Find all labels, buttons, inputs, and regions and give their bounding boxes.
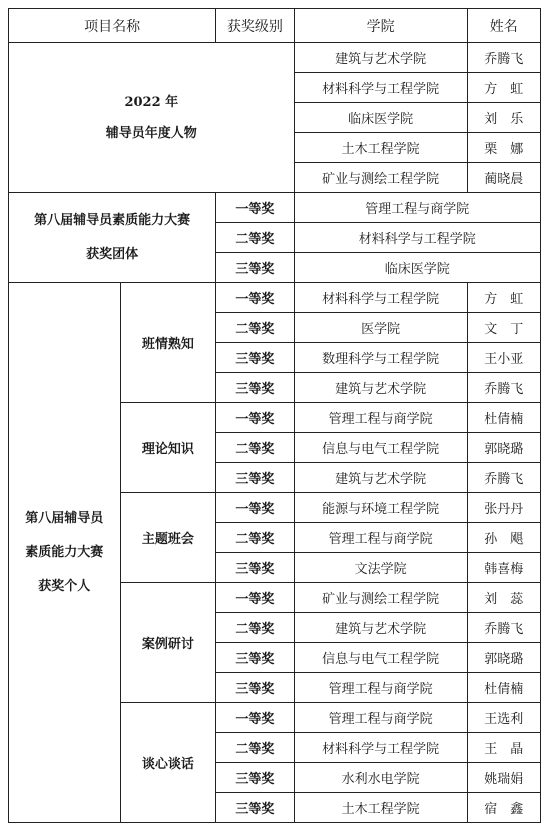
college-cell: 医学院 xyxy=(294,313,467,343)
annual-section-label xyxy=(9,43,295,193)
header-name: 姓名 xyxy=(467,9,540,43)
individual-title-line1: 第八届辅导员 xyxy=(25,510,104,526)
college-cell: 临床医学院 xyxy=(294,253,540,283)
name-cell: 王 晶 xyxy=(467,733,540,763)
level-cell: 一等奖 xyxy=(216,403,294,433)
name-cell: 刘 乐 xyxy=(467,103,540,133)
annual-title-line1: 2022 年 xyxy=(124,94,179,110)
college-cell: 信息与电气工程学院 xyxy=(294,643,467,673)
college-cell: 能源与环境工程学院 xyxy=(294,493,467,523)
college-cell: 信息与电气工程学院 xyxy=(294,433,467,463)
college-cell: 建筑与艺术学院 xyxy=(294,43,467,73)
college-cell: 管理工程与商学院 xyxy=(294,403,467,433)
college-cell: 管理工程与商学院 xyxy=(294,193,540,223)
level-cell: 一等奖 xyxy=(216,493,294,523)
college-cell: 建筑与艺术学院 xyxy=(294,463,467,493)
college-cell: 水利水电学院 xyxy=(294,763,467,793)
name-cell: 郭晓璐 xyxy=(467,643,540,673)
name-cell: 王选利 xyxy=(467,703,540,733)
college-cell: 管理工程与商学院 xyxy=(294,703,467,733)
level-cell: 二等奖 xyxy=(216,313,294,343)
name-cell: 王小亚 xyxy=(467,343,540,373)
table-row xyxy=(9,193,541,223)
name-cell: 杜倩楠 xyxy=(467,673,540,703)
college-cell: 矿业与测绘工程学院 xyxy=(294,163,467,193)
college-cell: 建筑与艺术学院 xyxy=(294,613,467,643)
level-cell: 三等奖 xyxy=(216,463,294,493)
college-cell: 建筑与艺术学院 xyxy=(294,373,467,403)
level-cell: 二等奖 xyxy=(216,733,294,763)
team-title-line1: 第八届辅导员素质能力大赛 xyxy=(34,212,191,228)
category-label: 主题班会 xyxy=(120,493,216,583)
name-cell: 栗 娜 xyxy=(467,133,540,163)
team-title-line2: 获奖团体 xyxy=(86,246,139,262)
college-cell: 材料科学与工程学院 xyxy=(294,223,540,253)
college-cell: 材料科学与工程学院 xyxy=(294,733,467,763)
individual-title-line3: 获奖个人 xyxy=(38,578,91,594)
level-cell: 二等奖 xyxy=(216,523,294,553)
name-cell: 蔺晓晨 xyxy=(467,163,540,193)
header-row xyxy=(9,9,541,43)
name-cell: 郭晓璐 xyxy=(467,433,540,463)
level-cell: 三等奖 xyxy=(216,343,294,373)
college-cell: 材料科学与工程学院 xyxy=(294,73,467,103)
name-cell: 乔腾飞 xyxy=(467,43,540,73)
header-level: 获奖级别 xyxy=(216,9,294,43)
team-section-label xyxy=(9,193,216,283)
college-cell: 管理工程与商学院 xyxy=(294,523,467,553)
name-cell: 方 虹 xyxy=(467,283,540,313)
college-cell: 临床医学院 xyxy=(294,103,467,133)
college-cell: 土木工程学院 xyxy=(294,793,467,823)
level-cell: 三等奖 xyxy=(216,553,294,583)
college-cell: 管理工程与商学院 xyxy=(294,673,467,703)
level-cell: 二等奖 xyxy=(216,613,294,643)
annual-title-line2: 辅导员年度人物 xyxy=(105,125,197,141)
level-cell: 三等奖 xyxy=(216,373,294,403)
level-cell: 三等奖 xyxy=(216,253,294,283)
level-cell: 一等奖 xyxy=(216,583,294,613)
name-cell: 孙 飓 xyxy=(467,523,540,553)
college-cell: 矿业与测绘工程学院 xyxy=(294,583,467,613)
table-row xyxy=(9,283,541,313)
header-college: 学院 xyxy=(294,9,467,43)
name-cell: 文 丁 xyxy=(467,313,540,343)
individual-title-line2: 素质能力大赛 xyxy=(25,544,104,560)
category-label: 班情熟知 xyxy=(120,283,216,403)
level-cell: 二等奖 xyxy=(216,433,294,463)
level-cell: 三等奖 xyxy=(216,763,294,793)
level-cell: 一等奖 xyxy=(216,193,294,223)
name-cell: 乔腾飞 xyxy=(467,463,540,493)
college-cell: 数理科学与工程学院 xyxy=(294,343,467,373)
name-cell: 张丹丹 xyxy=(467,493,540,523)
name-cell: 杜倩楠 xyxy=(467,403,540,433)
name-cell: 乔腾飞 xyxy=(467,613,540,643)
college-cell: 材料科学与工程学院 xyxy=(294,283,467,313)
name-cell: 宿 鑫 xyxy=(467,793,540,823)
level-cell: 三等奖 xyxy=(216,643,294,673)
name-cell: 姚瑞娟 xyxy=(467,763,540,793)
level-cell: 一等奖 xyxy=(216,283,294,313)
name-cell: 韩喜梅 xyxy=(467,553,540,583)
college-cell: 文法学院 xyxy=(294,553,467,583)
level-cell: 一等奖 xyxy=(216,703,294,733)
name-cell: 方 虹 xyxy=(467,73,540,103)
table-row xyxy=(9,43,541,73)
category-label: 理论知识 xyxy=(120,403,216,493)
college-cell: 土木工程学院 xyxy=(294,133,467,163)
header-project: 项目名称 xyxy=(9,9,216,43)
category-label: 谈心谈话 xyxy=(120,703,216,823)
name-cell: 刘 蕊 xyxy=(467,583,540,613)
level-cell: 三等奖 xyxy=(216,673,294,703)
name-cell: 乔腾飞 xyxy=(467,373,540,403)
awards-table xyxy=(8,8,541,823)
category-label: 案例研讨 xyxy=(120,583,216,703)
level-cell: 三等奖 xyxy=(216,793,294,823)
individual-section-label xyxy=(9,283,121,823)
level-cell: 二等奖 xyxy=(216,223,294,253)
